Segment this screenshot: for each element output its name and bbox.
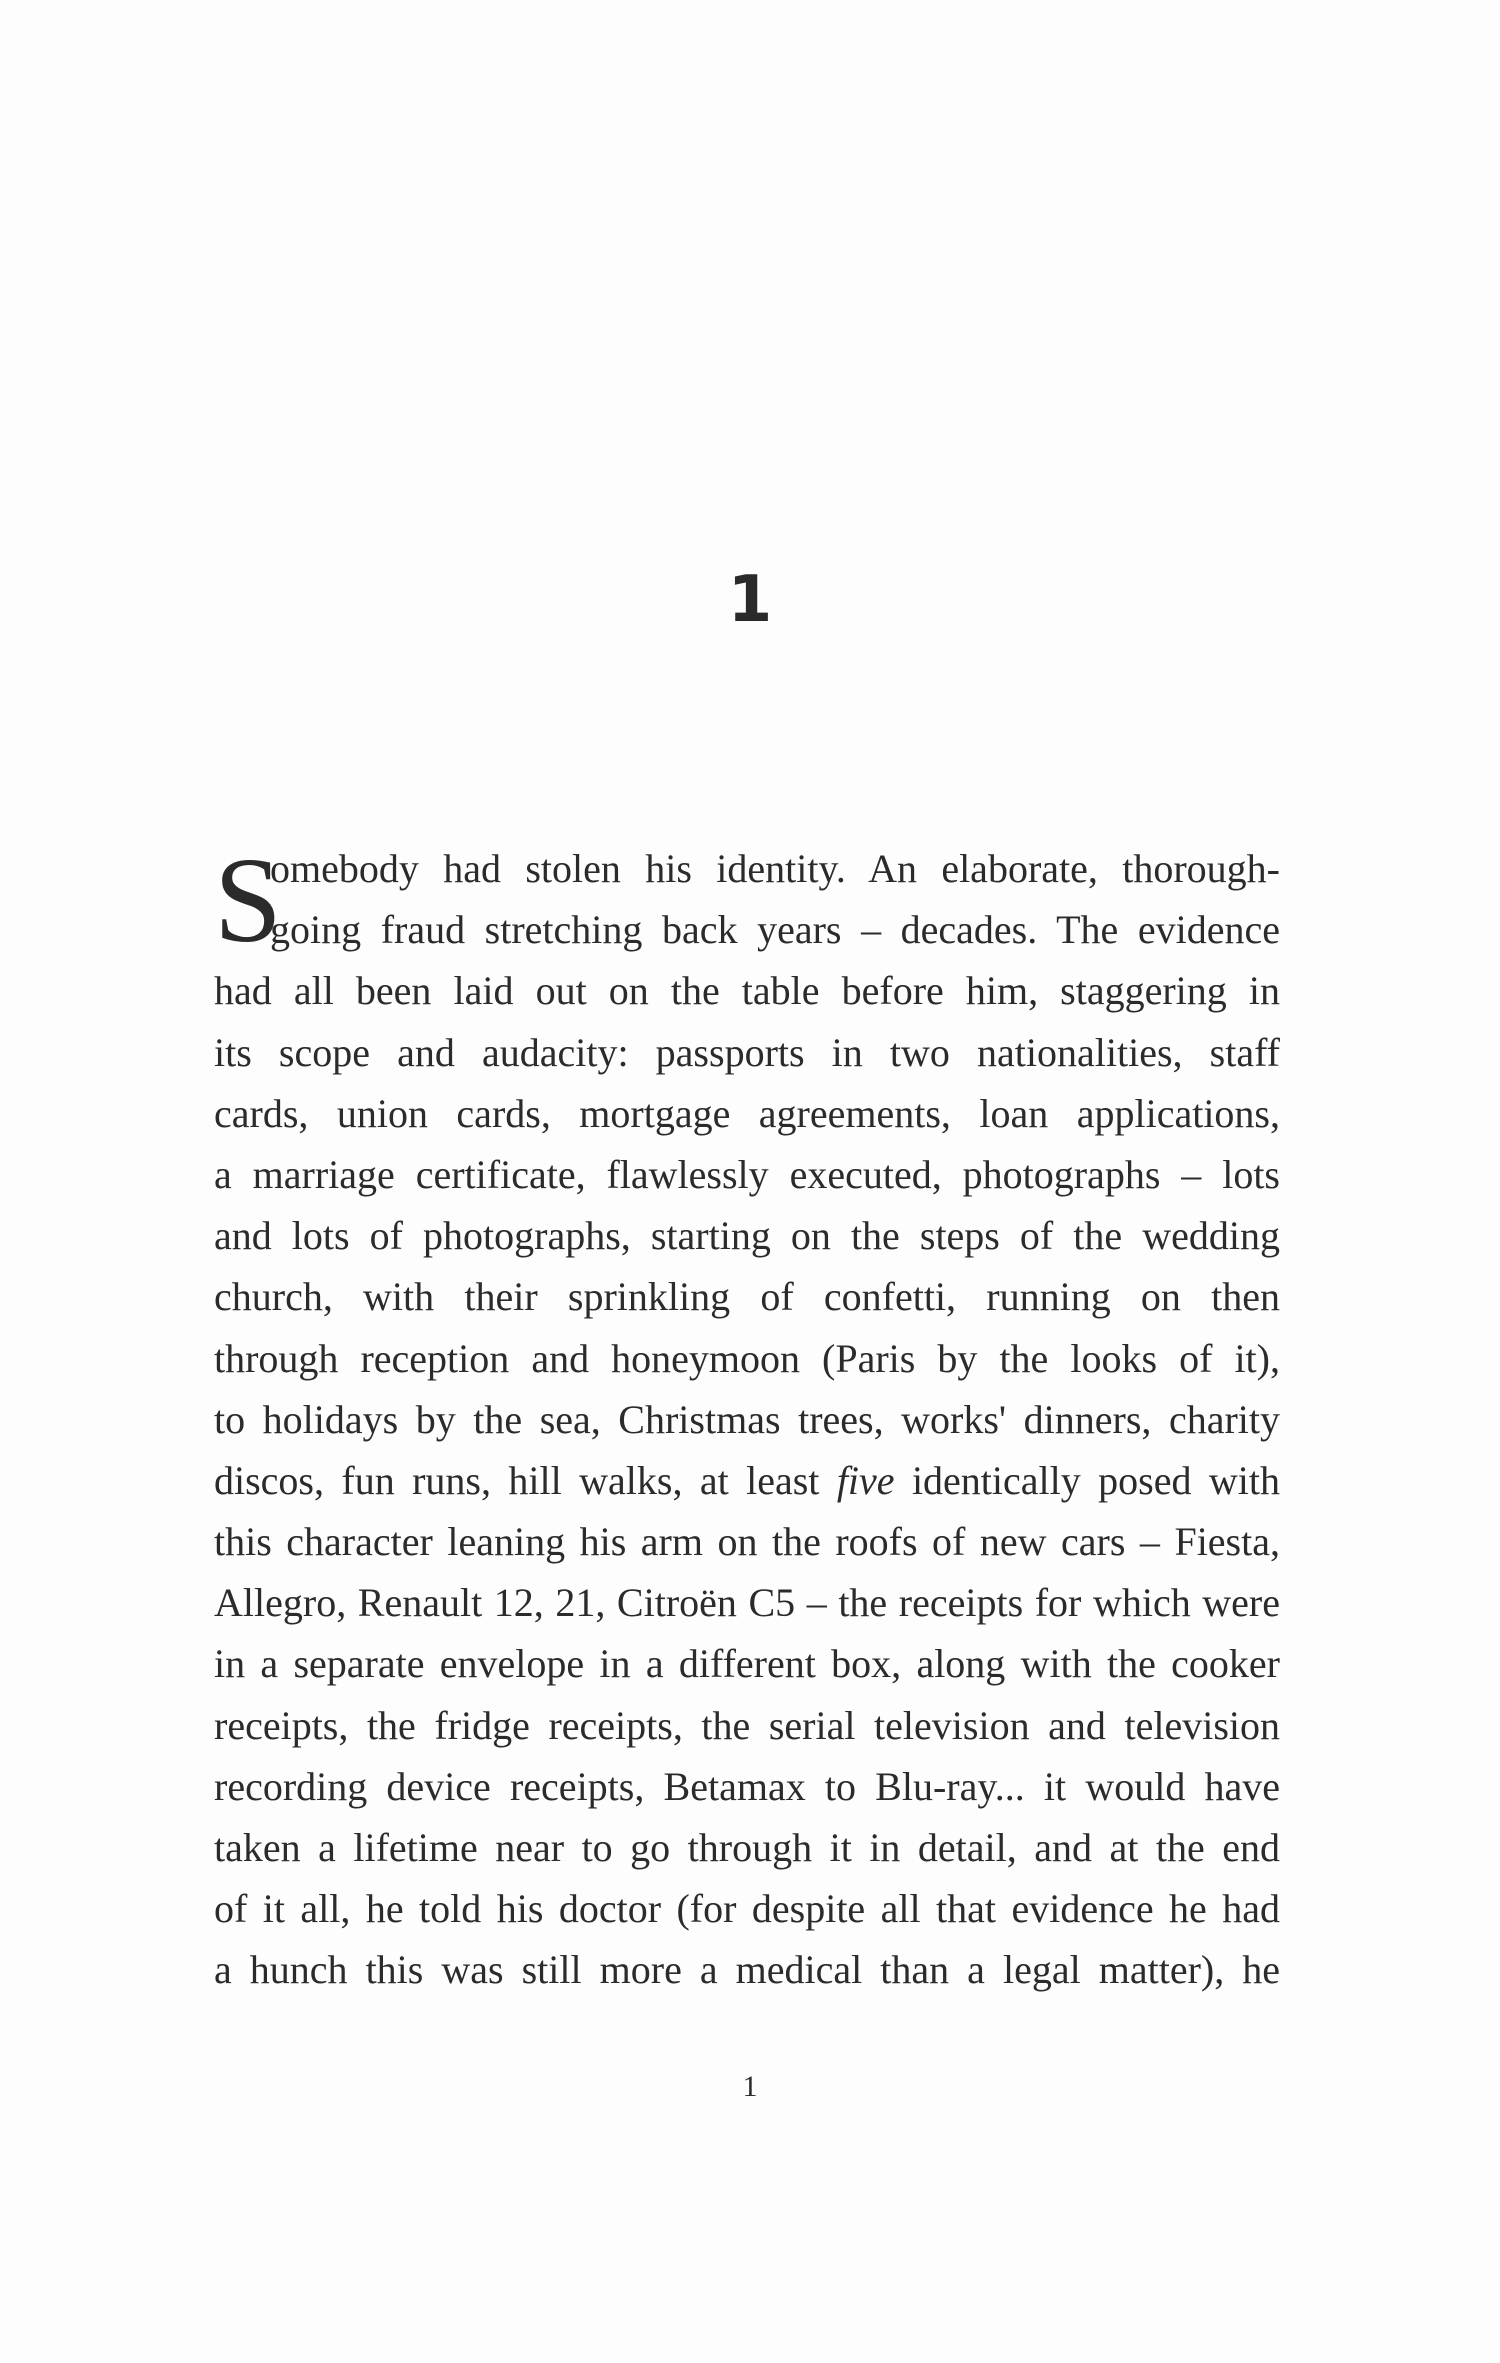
text-line: going fraud stretching back years – decades. The evidence bbox=[270, 907, 1280, 953]
text-line: cards, union cards, mortgage agreements, loan applications, bbox=[214, 1090, 1280, 1136]
text-line: had all been laid out on the table before him, staggering in bbox=[214, 968, 1280, 1014]
text-line bbox=[214, 1450, 1280, 1511]
text-line: church, with their sprinkling of confetti, running on then bbox=[214, 1274, 1280, 1320]
text-line: a marriage certificate, flawlessly executed, photographs – lots bbox=[214, 1151, 1280, 1197]
text-line: omebody had stolen his identity. An elaborate, thorough- bbox=[270, 846, 1280, 891]
text-line: Allegro, Renault 12, 21, Citroën C5 – the receipts for which were bbox=[214, 1580, 1280, 1626]
text-line: its scope and audacity: passports in two nationalities, staff bbox=[214, 1029, 1280, 1075]
text-line: to holidays by the sea, Christmas trees, works' dinners, charity bbox=[214, 1396, 1280, 1442]
text-line: taken a lifetime near to go through it in detail, and at the end bbox=[214, 1825, 1280, 1870]
chapter-number: 1 bbox=[727, 563, 773, 637]
page-number: 1 bbox=[742, 2070, 758, 2103]
text-segment: identically posed with bbox=[894, 1457, 1280, 1503]
text-line: of it all, he told his doctor (for despite all that evidence he had bbox=[214, 1886, 1280, 1932]
text-line: through reception and honeymoon (Paris by the looks of it), bbox=[214, 1335, 1280, 1381]
text-line: in a separate envelope in a different box, along with the cooker bbox=[214, 1641, 1280, 1687]
text-line: a hunch this was still more a medical than a legal matter), he bbox=[214, 1947, 1280, 1993]
drop-cap: S bbox=[214, 833, 282, 968]
body-paragraph bbox=[214, 833, 1280, 2001]
text-line: recording device receipts, Betamax to Blu-ray... it would have bbox=[214, 1763, 1280, 1809]
text-segment: discos, fun runs, hill walks, at least bbox=[214, 1457, 837, 1503]
italic-word: five bbox=[836, 1457, 895, 1503]
text-line: and lots of photographs, starting on the steps of the wedding bbox=[214, 1213, 1280, 1259]
text-line: this character leaning his arm on the roofs of new cars – Fiesta, bbox=[214, 1519, 1280, 1565]
text-line: receipts, the fridge receipts, the serial television and television bbox=[214, 1702, 1280, 1748]
